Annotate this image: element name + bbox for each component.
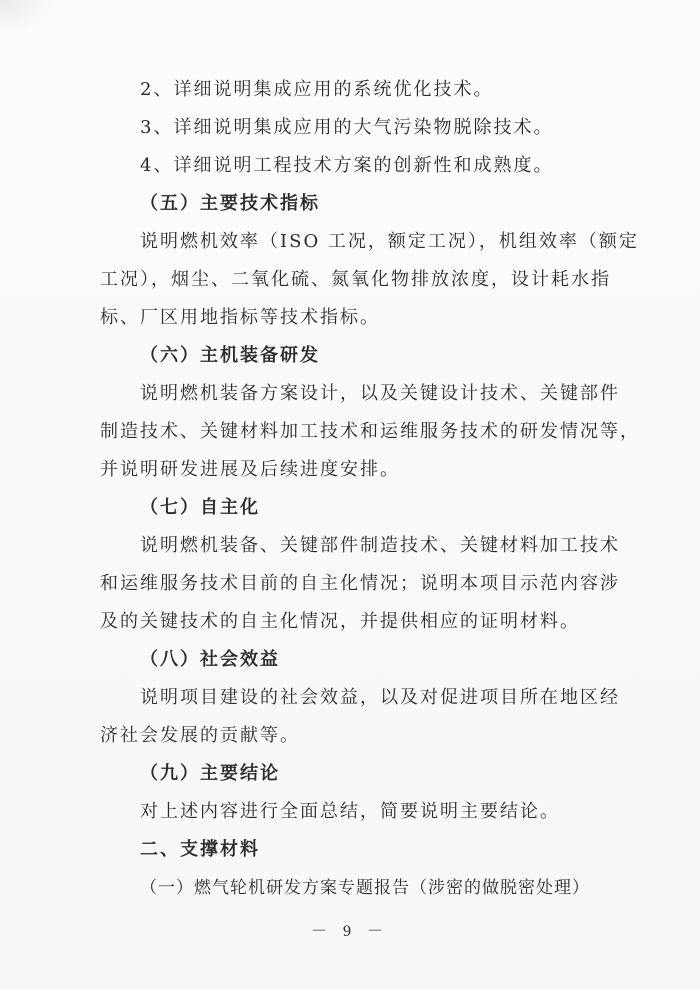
list-item: 3、详细说明集成应用的大气污染物脱除技术。 [140, 117, 554, 138]
paragraph-line: 对上述内容进行全面总结，简要说明主要结论。 [140, 801, 560, 822]
section-heading-6: （六）主机装备研发 [140, 345, 320, 366]
paragraph-line: 制造技术、关键材料加工技术和运维服务技术的研发情况等， [100, 421, 640, 442]
section-heading-7: （七）自主化 [140, 497, 260, 518]
paragraph-line: 及的关键技术的自主化情况，并提供相应的证明材料。 [100, 611, 580, 632]
paragraph-line: 并说明研发进展及后续进度安排。 [100, 459, 400, 480]
section-heading-8: （八）社会效益 [140, 649, 280, 670]
paragraph-line: 和运维服务技术目前的自主化情况；说明本项目示范内容涉 [100, 573, 620, 594]
page-number: － 9 － [310, 923, 389, 940]
section-heading-9: （九）主要结论 [140, 763, 280, 784]
paragraph-line: 说明项目建设的社会效益，以及对促进项目所在地区经 [140, 687, 620, 708]
paragraph-line: 说明燃机效率（ISO 工况，额定工况），机组效率（额定 [140, 231, 639, 252]
paragraph-line: 济社会发展的贡献等。 [100, 725, 300, 746]
section-heading-5: （五）主要技术指标 [140, 193, 320, 214]
paragraph-line: 工况），烟尘、二氧化硫、氮氧化物排放浓度，设计耗水指 [100, 269, 611, 290]
paragraph-line: 说明燃机装备方案设计，以及关键设计技术、关键部件 [140, 383, 620, 404]
paragraph-line: （一）燃气轮机研发方案专题报告（涉密的做脱密处理） [140, 878, 590, 898]
paragraph-line: 标、厂区用地指标等技术指标。 [100, 307, 380, 328]
list-item: 4、详细说明工程技术方案的创新性和成熟度。 [140, 155, 554, 176]
part-heading-support: 二、支撑材料 [140, 839, 260, 860]
paragraph-line: 说明燃机装备、关键部件制造技术、关键材料加工技术 [140, 535, 620, 556]
list-item: 2、详细说明集成应用的系统优化技术。 [140, 79, 494, 100]
scan-artifact [0, 0, 60, 36]
